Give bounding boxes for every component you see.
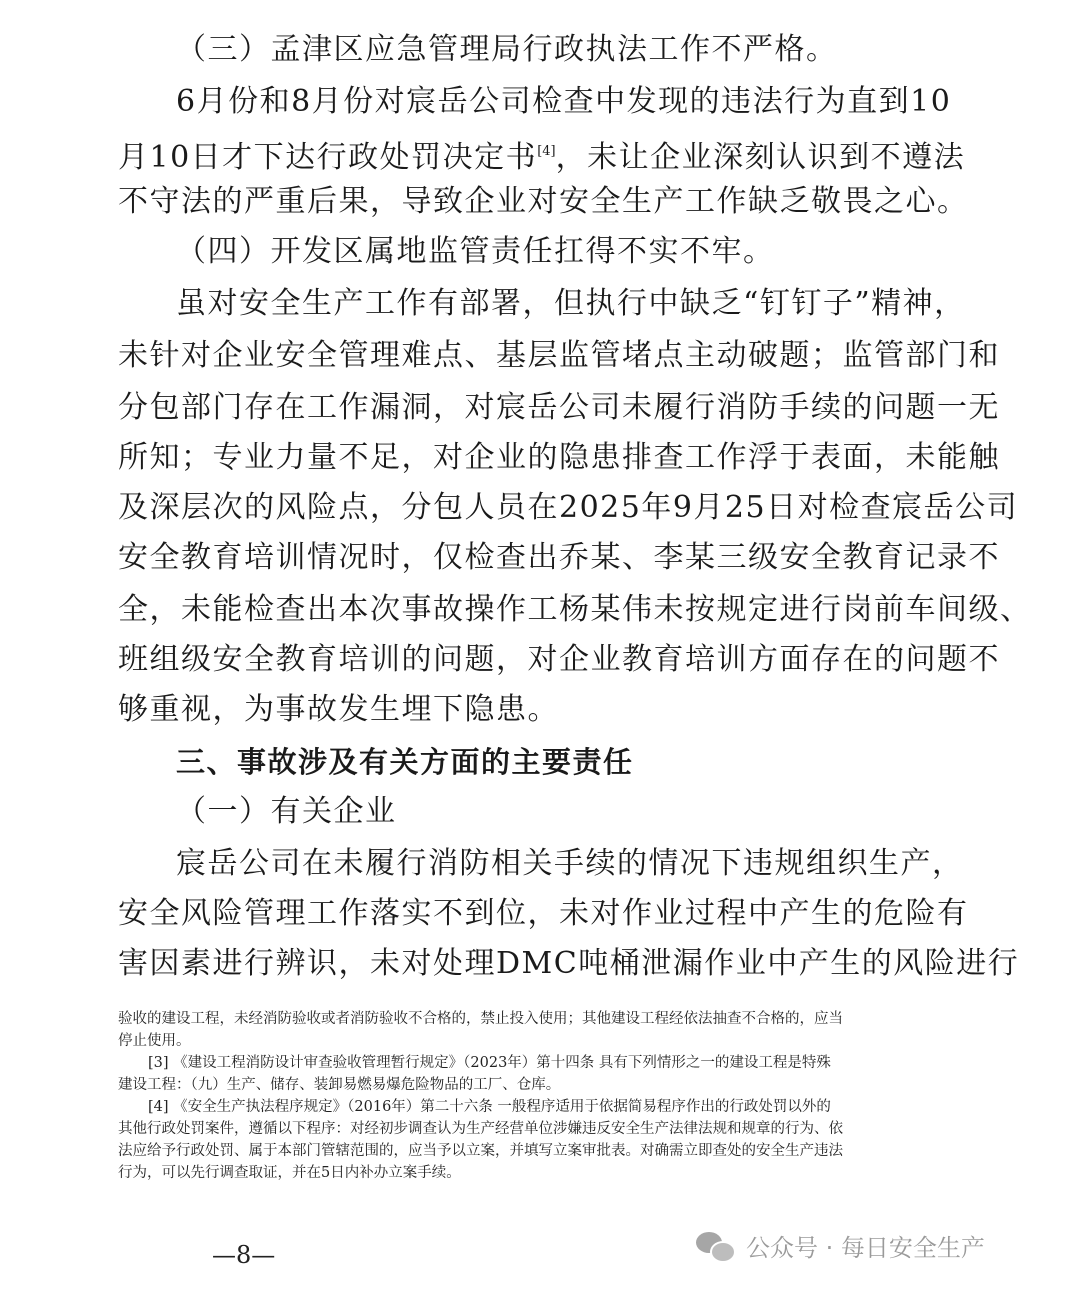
subsection-heading: （一）有关企业 — [176, 794, 397, 829]
paragraph-line: 够重视，为事故发生埋下隐患。 — [118, 692, 559, 727]
footnote-4: [4] 《安全生产执法程序规定》（2016年）第二十六条 一般程序适用于依据简易程序作出的行政处罚以外的 — [148, 1099, 831, 1115]
paragraph-text: ，未让企业深刻认识到不遵法 — [555, 140, 966, 175]
paragraph-line: 害因素进行辨识，未对处理DMC吨桶泄漏作业中产生的风险进行 — [118, 946, 1020, 981]
footnote-ref-4[interactable]: [4] — [537, 144, 556, 159]
paragraph-line: 不守法的严重后果，导致企业对安全生产工作缺乏敬畏之心。 — [118, 184, 969, 219]
section-heading-4: （四）开发区属地监管责任扛得不实不牢。 — [176, 234, 775, 269]
paragraph-line: 全，未能检查出本次事故操作工杨某伟未按规定进行岗前车间级、 — [118, 592, 1032, 627]
paragraph-line: 分包部门存在工作漏洞，对宸岳公司未履行消防手续的问题一无 — [118, 390, 1000, 425]
wechat-icon — [696, 1230, 736, 1262]
footnote-line: 法应给予行政处罚、属于本部门管辖范围的，应当予以立案，并填写立案审批表。对确需立即查处的安全生产违法 — [118, 1143, 843, 1159]
paragraph-line — [118, 134, 965, 176]
paragraph-line: 6月份和8月份对宸岳公司检查中发现的违法行为直到10 — [176, 84, 952, 119]
chapter-heading: 三、事故涉及有关方面的主要责任 — [176, 745, 634, 779]
footnote-line: 行为，可以先行调查取证，并在5日内补办立案手续。 — [118, 1165, 461, 1181]
paragraph-line: 虽对安全生产工作有部署，但执行中缺乏“钉钉子”精神， — [176, 286, 966, 321]
footnote-line: 建设工程：（九）生产、储存、装卸易燃易爆危险物品的工厂、仓库。 — [118, 1077, 561, 1093]
footnote-3: [3] 《建设工程消防设计审查验收管理暂行规定》（2023年）第十四条 具有下列情形之一的建设工程是特殊 — [148, 1055, 831, 1071]
paragraph-line: 未针对企业安全管理难点、基层监管堵点主动破题；监管部门和 — [118, 338, 1000, 373]
paragraph-line: 安全风险管理工作落实不到位，未对作业过程中产生的危险有 — [118, 896, 969, 931]
paragraph-line: 及深层次的风险点，分包人员在2025年9月25日对检查宸岳公司 — [118, 490, 1019, 525]
paragraph-text: 月10日才下达行政处罚决定书 — [118, 140, 538, 175]
watermark-text: 公众号 · 每日安全生产 — [746, 1234, 985, 1262]
section-heading-3: （三）孟津区应急管理局行政执法工作不严格。 — [176, 32, 838, 67]
footnote-line: 停止使用。 — [118, 1033, 191, 1049]
footnote-line: 其他行政处罚案件，遵循以下程序：对经初步调查认为生产经营单位涉嫌违反安全生产法律法规和规章的行为、依 — [118, 1121, 843, 1137]
footnote-line: 验收的建设工程，未经消防验收或者消防验收不合格的，禁止投入使用；其他建设工程经依法抽查不合格的，应当 — [118, 1011, 843, 1027]
page-number: —8— — [212, 1241, 276, 1269]
paragraph-line: 安全教育培训情况时，仅检查出乔某、李某三级安全教育记录不 — [118, 540, 1000, 575]
paragraph-line: 班组级安全教育培训的问题，对企业教育培训方面存在的问题不 — [118, 642, 1000, 677]
paragraph-line: 宸岳公司在未履行消防相关手续的情况下违规组织生产， — [176, 846, 964, 881]
paragraph-line: 所知；专业力量不足，对企业的隐患排查工作浮于表面，未能触 — [118, 440, 1000, 475]
watermark — [696, 1228, 985, 1263]
